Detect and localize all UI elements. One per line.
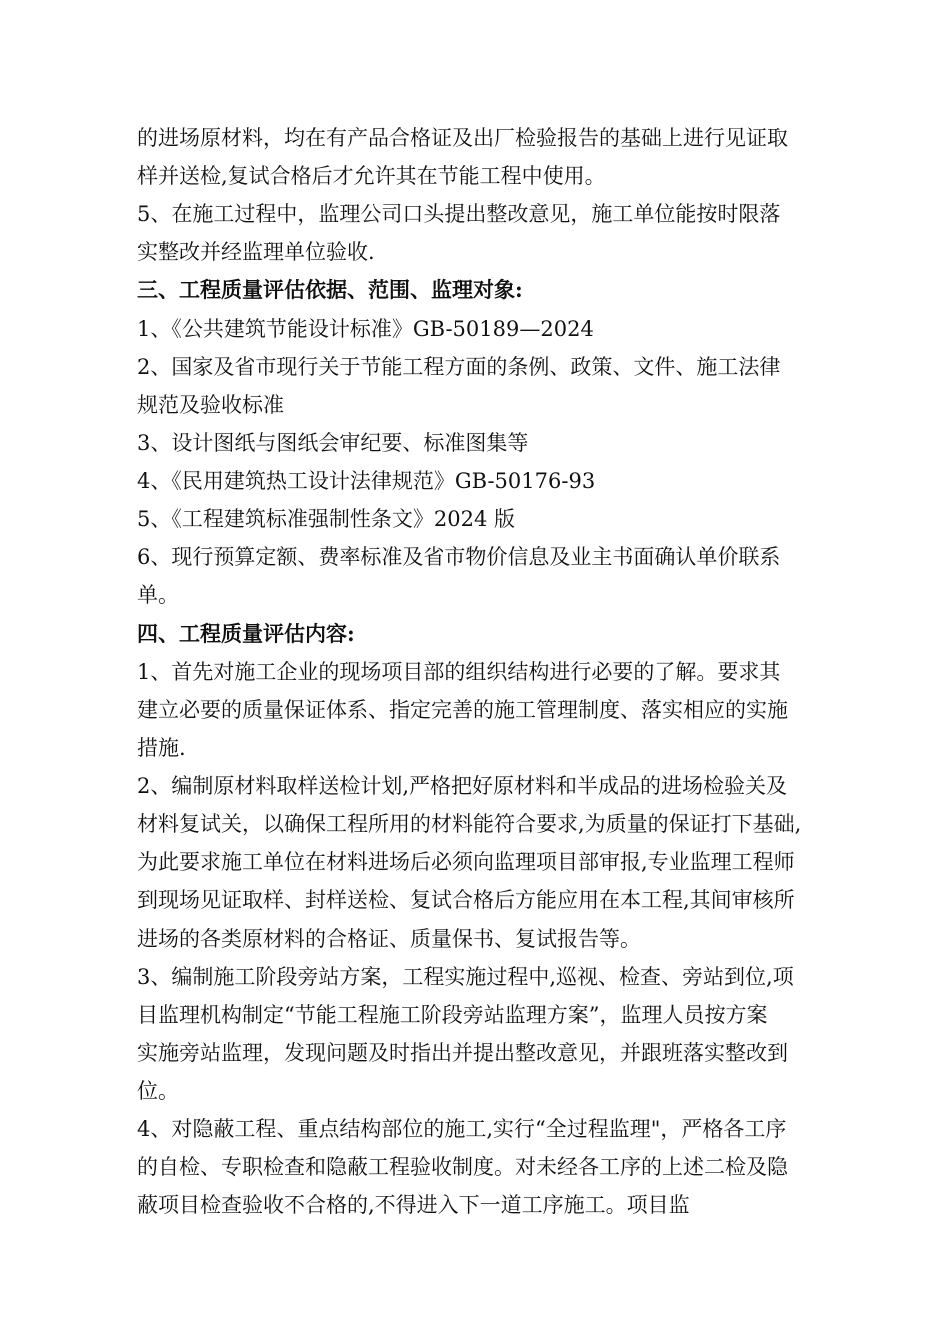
body-line: 蔽项目检查验收不合格的,不得进入下一道工序施工。项目监 [137,1193,690,1217]
body-line: 4、对隐蔽工程、重点结构部位的施工,实行“全过程监理"，严格各工序 [137,1117,787,1141]
body-line: 为此要求施工单位在材料进场后必须向监理项目部审报,专业监理工程师 [137,850,795,874]
body-line: 5、《工程建筑标准强制性条文》2024 版 [137,507,515,531]
body-line: 材料复试关，以确保工程所用的材料能符合要求,为质量的保证打下基础, [137,812,802,836]
body-line: 5、在施工过程中，监理公司口头提出整改意见，施工单位能按时限落 [137,202,781,226]
body-line: 单。 [137,583,179,607]
body-line: 的自检、专职检查和隐蔽工程验收制度。对未经各工序的上述二检及隐 [137,1155,788,1179]
section-heading: 三、工程质量评估依据、范围、监理对象: [137,277,523,302]
body-line: 1、首先对施工企业的现场项目部的组织结构进行必要的了解。要求其 [137,660,781,684]
body-line: 4、《民用建筑热工设计法律规范》GB-50176-93 [137,469,596,493]
body-line: 3、设计图纸与图纸会审纪要、标准图集等 [137,431,529,455]
body-line: 的进场原材料，均在有产品合格证及出厂检验报告的基础上进行见证取 [137,126,788,150]
section-heading: 四、工程质量评估内容: [137,621,355,646]
body-line: 位。 [137,1079,179,1103]
body-line: 建立必要的质量保证体系、指定完善的施工管理制度、落实相应的实施 [137,698,788,722]
body-line: 实施旁站监理，发现问题及时指出并提出整改意见，并跟班落实整改到 [137,1041,788,1065]
body-line: 6、现行预算定额、费率标准及省市物价信息及业主书面确认单价联系 [137,545,781,569]
body-line: 2、国家及省市现行关于节能工程方面的条例、政策、文件、施工法律 [137,355,781,379]
body-line: 到现场见证取样、封样送检、复试合格后方能应用在本工程,其间审核所 [137,888,795,912]
body-line: 进场的各类原材料的合格证、质量保书、复试报告等。 [137,927,641,951]
body-line: 3、编制施工阶段旁站方案，工程实施过程中,巡视、检查、旁站到位,项 [137,965,794,989]
body-line: 实整改并经监理单位验收. [137,240,375,264]
body-line: 目监理机构制定“节能工程施工阶段旁站监理方案”，监理人员按方案 [137,1003,768,1027]
body-line: 样并送检,复试合格后才允许其在节能工程中使用。 [137,164,606,188]
body-line: 规范及验收标准 [137,393,284,417]
body-line: 2、编制原材料取样送检计划,严格把好原材料和半成品的进场检验关及 [137,774,788,798]
body-line: 措施. [137,736,186,760]
body-line: 1、《公共建筑节能设计标准》GB-50189—2024 [137,317,594,341]
